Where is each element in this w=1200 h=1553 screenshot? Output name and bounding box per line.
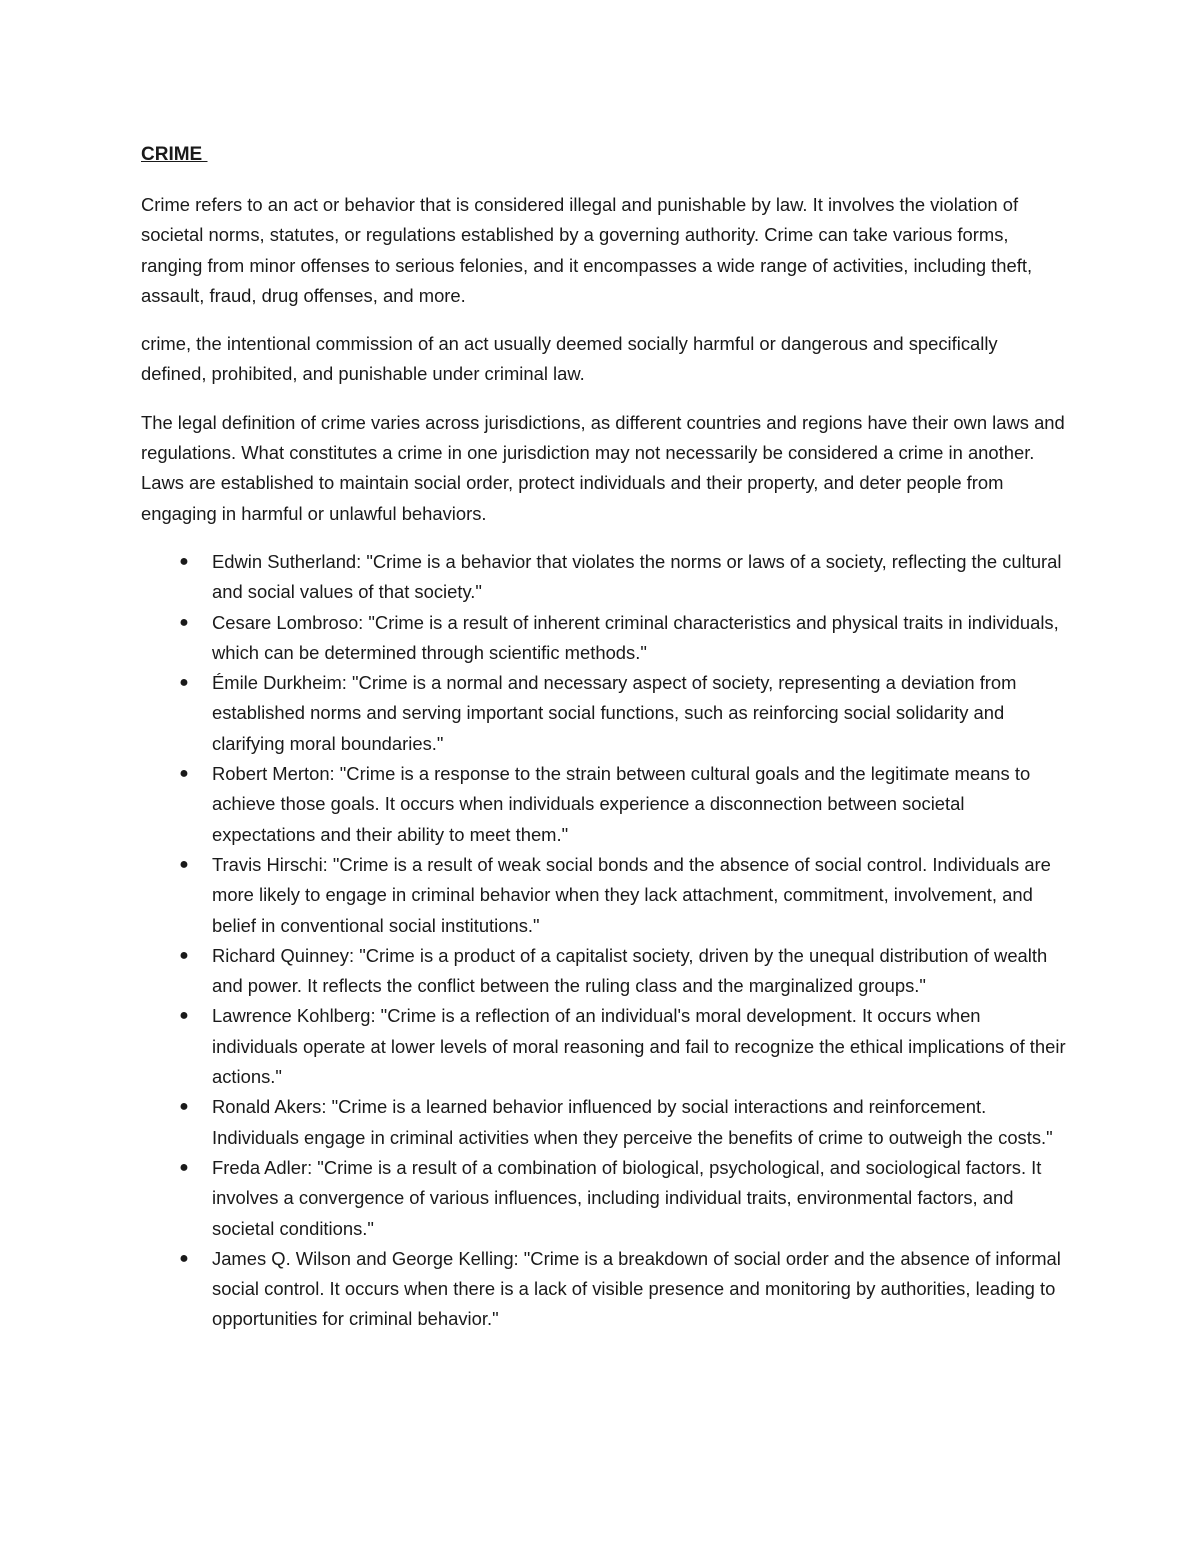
bullet-icon: ●: [179, 1249, 189, 1267]
list-item: [141, 1092, 1066, 1153]
bullet-icon: ●: [179, 855, 189, 873]
quote-text: Lawrence Kohlberg: "Crime is a reflection of an individual's moral development. It occurs when individuals operate at lower levels of moral reasoning and fail to recognize the ethical implications of their actions.": [212, 1005, 1066, 1088]
list-item: [141, 850, 1066, 941]
quote-text: Robert Merton: "Crime is a response to the strain between cultural goals and the legitimate means to achieve those goals. It occurs when individuals experience a disconnection between societal expectations and their ability to meet them.": [212, 763, 1031, 845]
list-item: [141, 547, 1066, 608]
quote-text: Cesare Lombroso: "Crime is a result of inherent criminal characteristics and physical traits in individuals, which can be determined through scientific methods.": [212, 611, 1059, 663]
document-page: [141, 140, 1066, 1335]
list-item: [141, 1244, 1066, 1335]
quote-text: Ronald Akers: "Crime is a learned behavior influenced by social interactions and reinforcement. Individuals engage in criminal activities when they perceive the benefits of crime to outweigh the costs.": [212, 1096, 1053, 1148]
bullet-icon: ●: [179, 552, 189, 570]
bullet-icon: ●: [179, 765, 189, 783]
document-title: CRIME: [141, 144, 208, 165]
list-item: [141, 608, 1066, 669]
quote-text: Richard Quinney: "Crime is a product of a capitalist society, driven by the unequal distribution of wealth and power. It reflects the conflict between the ruling class and the marginalized groups.": [212, 944, 1048, 997]
list-item: [141, 759, 1066, 850]
list-item: [141, 1001, 1066, 1092]
bullet-icon: ●: [179, 1098, 189, 1116]
quote-text: Émile Durkheim: "Crime is a normal and necessary aspect of society, representing a deviation from established norms and serving important social functions, such as reinforcing social solidarity and clarifying moral boundaries.": [212, 672, 1017, 754]
list-item: [141, 941, 1066, 1002]
paragraph-intentional-commission: crime, the intentional commission of an act usually deemed socially harmful or dangerous and specifically defined, prohibited, and punishable under criminal law.: [141, 333, 998, 385]
list-item: [141, 1153, 1066, 1244]
quote-text: James Q. Wilson and George Kelling: "Crime is a breakdown of social order and the absence of informal social control. It occurs when there is a lack of visible presence and monitoring by authorities, leading to opportunities for criminal behavior.": [212, 1247, 1061, 1330]
quote-text: Freda Adler: "Crime is a result of a combination of biological, psychological, and sociological factors. It involves a convergence of various influences, including individual traits, environmental factors, and societal conditions.": [212, 1156, 1042, 1239]
paragraph-legal-definition: The legal definition of crime varies across jurisdictions, as different countries and regions have their own laws and regulations. What constitutes a crime in one jurisdiction may not necessarily be considered a crime in another. Laws are established to maintain social order, protect individuals and their property, and deter people from engaging in harmful or unlawful behaviors.: [141, 411, 1065, 524]
bullet-icon: ●: [179, 1007, 189, 1025]
quotes-list: [141, 547, 1066, 1335]
bullet-icon: ●: [179, 1158, 189, 1176]
bullet-icon: ●: [179, 946, 189, 964]
quote-text: Edwin Sutherland: "Crime is a behavior that violates the norms or laws of a society, reflecting the cultural and social values of that society.": [212, 550, 1062, 603]
bullet-icon: ●: [179, 674, 189, 692]
paragraph-definition: Crime refers to an act or behavior that is considered illegal and punishable by law. It involves the violation of societal norms, statutes, or regulations established by a governing authority. Crime can take various forms, ranging from minor offenses to serious felonies, and it encompasses a wide range of activities, including theft, assault, fraud, drug offenses, and more.: [141, 194, 1033, 306]
list-item: [141, 668, 1066, 759]
bullet-icon: ●: [179, 613, 189, 631]
quote-text: Travis Hirschi: "Crime is a result of weak social bonds and the absence of social control. Individuals are more likely to engage in criminal behavior when they lack attachment, commitment, involvement, and belief in conventional social institutions.": [212, 853, 1051, 936]
